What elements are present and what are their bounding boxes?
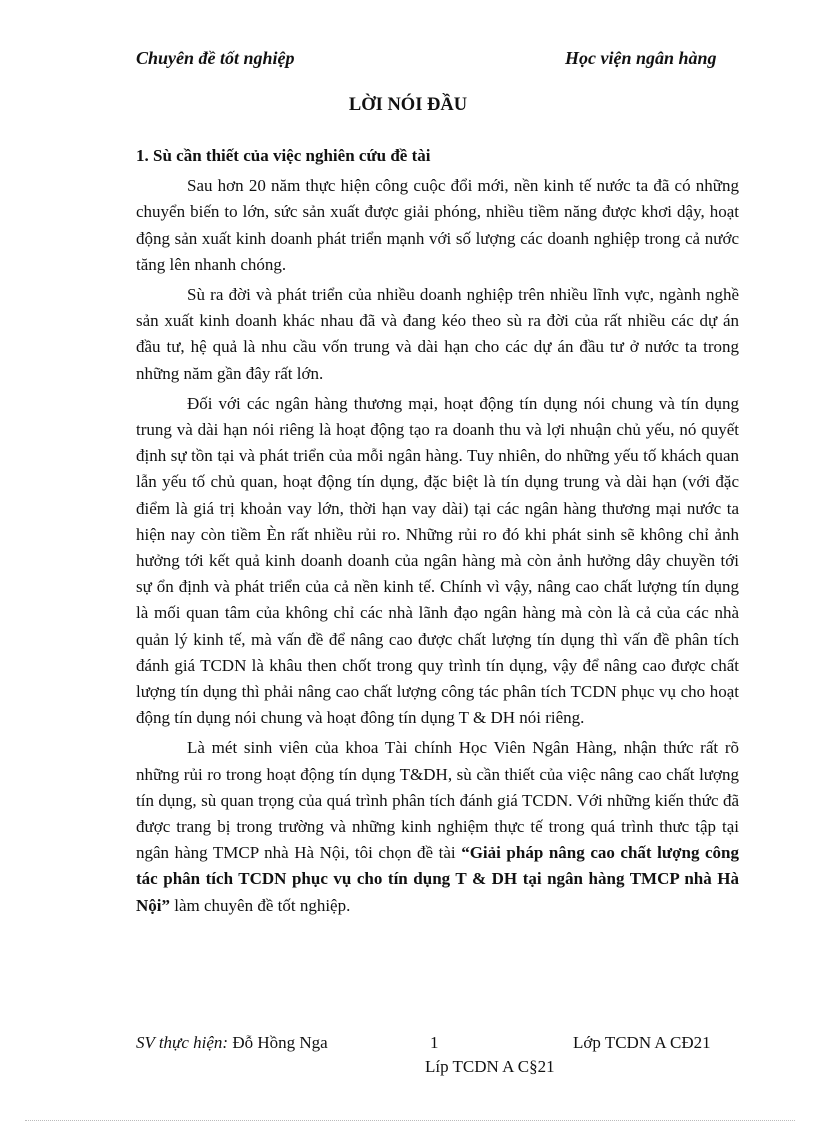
paragraph-3: Đối với các ngân hàng thương mại, hoạt động tín dụng nói chung và tín dụng trung và dài hạn nói riêng là hoạt động tạo ra doanh thu và lợi nhuận chủ yếu, nó quyết định sự tồn tại và phát triển của mỗi ngân hàng. Tuy nhiên, do những yếu tố khách quan lẫn yếu tố chủ quan, hoạt động tín dụng, đặc biệt là tín dụng trung và dài hạn (với đặc điểm là giá trị khoản vay lớn, thời hạn vay dài) tại các ngân hàng thương mại nước ta hiện nay còn tiềm Èn rất nhiều rủi ro. Những rủi ro đó khi phát sinh sẽ không chỉ ảnh hưởng tới kết quả kinh doanh doanh của ngân hàng mà còn ảnh hưởng dây chuyền tới sự ổn định và phát triển của cả nền kinh tế. Chính vì vậy, nâng cao chất lượng tín dụng là mối quan tâm của không chỉ các nhà lãnh đạo ngân hàng mà còn là cả của các nhà quản lý kinh tế, mà vấn đề để nâng cao được chất lượng tín dụng thì vấn đề phân tích đánh giá TCDN là khâu then chốt trong quy trình tín dụng, vậy để nâng cao được chất lượng tín dụng thì phải nâng cao chất lượng công tác phân tích TCDN phục vụ cho hoạt động tín dụng nói chung và hoạt đông tín dụng T & DH nói riêng. (136, 393, 739, 728)
header-left: Chuyên đề tốt nghiệp (136, 48, 295, 68)
paragraph-4-text-before: Là mét sinh viên của khoa Tài chính Học Viên Ngân Hàng, nhận thức rất rõ những rủi ro trong hoạt động tín dụng T&DH, sù cần thiết của việc nâng cao chất lượng tín dụng, sù quan trọng của quá trình phân tích đánh giá TCDN. Với những kiến thức đã được trang bị trong trường và những kinh nghiệm thực tế trong quá trình thưc tập tại ngân hàng TMCP nhà Hà Nội, tôi chọn đề tài (136, 738, 739, 863)
footer-student-name: Đỗ Hồng Nga (232, 1033, 328, 1052)
paragraph-1: Sau hơn 20 năm thực hiện công cuộc đổi mới, nền kinh tế nước ta đã có những chuyển biến to lớn, sức sản xuất được giải phóng, nhiều tiềm năng được khơi dậy, hoạt động sản xuất kinh doanh phát triển mạnh với số lượng các doanh nghiệp trong cả nước tăng lên nhanh chóng. (136, 176, 739, 274)
header-right: Học viện ngân hàng (565, 48, 717, 68)
document-body (136, 143, 739, 923)
footer-student-label: SV thực hiện: (136, 1033, 229, 1052)
paragraph-2: Sù ra đời và phát triển của nhiều doanh nghiệp trên nhiều lĩnh vực, ngành nghề sản xuất kinh doanh khác nhau đã và đang kéo theo sù ra đời của rất nhiều các dự án đầu tư, hệ quả là nhu cầu vốn trung và dài hạn cho các dự án đầu tư ở nước ta trong những năm gần đây rất lớn. (136, 285, 739, 383)
footer-class: Lớp TCDN A CĐ21 (573, 1033, 711, 1052)
footer-student (136, 1033, 328, 1053)
page-bottom-divider (25, 1120, 795, 1121)
page-number: 1 (430, 1033, 439, 1052)
section-heading: 1. Sù cần thiết của việc nghiên cứu đề tài (136, 146, 431, 165)
paragraph-4 (136, 735, 739, 918)
paragraph-4-text-after: làm chuyên đề tốt nghiệp. (170, 895, 351, 915)
footer-class-alt: Líp TCDN A C§21 (425, 1057, 555, 1076)
thesis-title: “Giải pháp nâng cao chất lượng công tác phân tích TCDN phục vụ cho tín dụng T & DH tại ngân hàng TMCP nhà Hà Nội” (136, 843, 740, 915)
page-title: LỜI NÓI ĐẦU (348, 95, 468, 115)
